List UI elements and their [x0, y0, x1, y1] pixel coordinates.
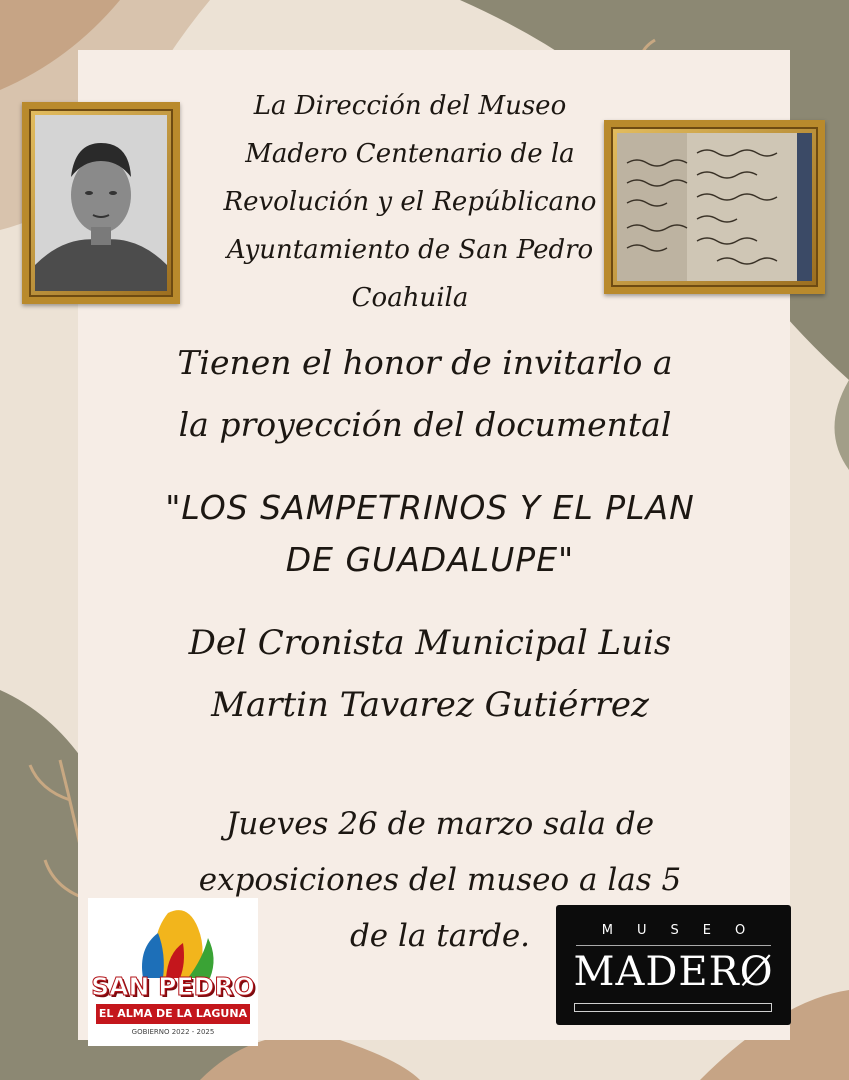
heading-line: Coahuila [351, 283, 469, 313]
heading-line: La Dirección del Museo [253, 91, 567, 121]
event-line: de la tarde. [349, 918, 531, 954]
documentary-title-line: DE GUADALUPE" [285, 540, 575, 579]
invitation-text [140, 332, 710, 456]
event-line: exposiciones del museo a las 5 [198, 862, 682, 898]
portrait-photo [35, 115, 167, 291]
portrait-frame [22, 102, 180, 304]
heading-line: Madero Centenario de la [245, 139, 575, 169]
documentary-title-line: "LOS SAMPETRINOS Y EL PLAN [165, 488, 695, 527]
museo-label: MUSEO [601, 923, 770, 938]
museo-madero-logo [556, 905, 791, 1025]
san-pedro-tagline: EL ALMA DE LA LAGUNA [96, 1004, 250, 1024]
documentary-title [120, 482, 740, 586]
organizer-heading [200, 82, 620, 322]
invite-line: la proyección del documental [178, 405, 672, 444]
chronicler-credit [120, 612, 740, 736]
decorative-bar [574, 1003, 772, 1012]
san-pedro-wordmark: SAN PEDRO [91, 972, 255, 1001]
chronicler-line: Martin Tavarez Gutiérrez [211, 685, 649, 725]
heading-line: Ayuntamiento de San Pedro [226, 235, 594, 265]
san-pedro-subtitle: GOBIERNO 2022 - 2025 [131, 1028, 215, 1036]
invite-line: Tienen el honor de invitarlo a [177, 343, 673, 382]
madero-wordmark: MADERØ [573, 949, 774, 995]
san-pedro-logo [88, 898, 258, 1046]
chronicler-line: Del Cronista Municipal Luis [188, 623, 672, 663]
historic-document-photo [617, 133, 812, 281]
event-line: Jueves 26 de marzo sala de [225, 806, 655, 842]
divider [576, 945, 771, 946]
heading-line: Revolución y el Repúblicano [223, 187, 597, 217]
historic-document-frame [604, 120, 825, 294]
